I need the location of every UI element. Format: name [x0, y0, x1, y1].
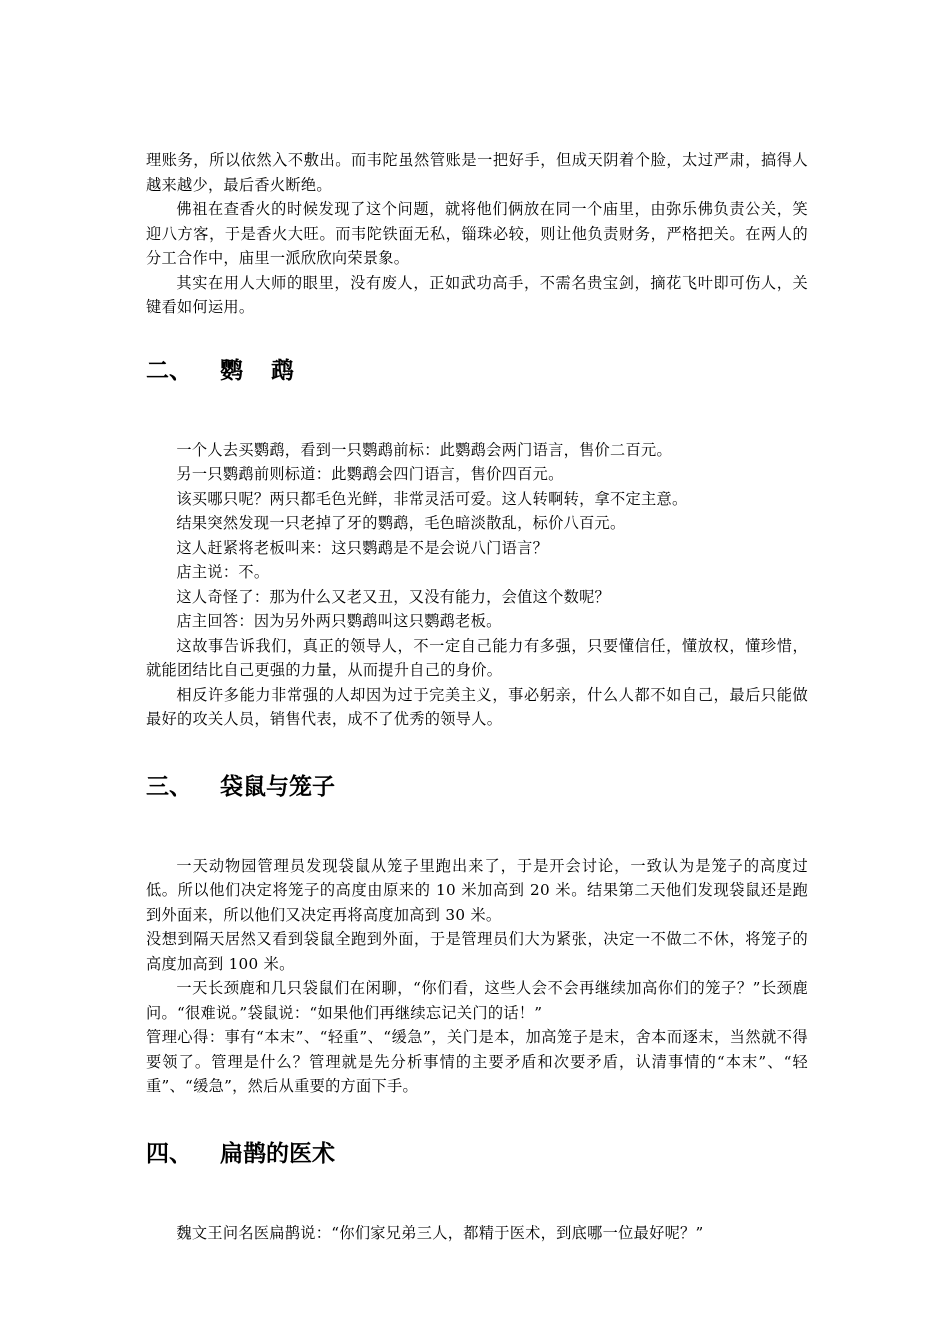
- section-2-paragraph-4: 结果突然发现一只老掉了牙的鹦鹉，毛色暗淡散乱，标价八百元。: [176, 514, 626, 532]
- section-3-paragraph-4: 管理心得：事有“本末”、“轻重”、“缓急”，关门是本，加高笼子是末，舍本而逐末，当然就不得要领了。管理是什么？管理就是先分析事情的主要矛盾和次要矛盾，认清事情的“本末”、“轻重”、“缓急”，然后从重要的方面下手。: [146, 1028, 808, 1095]
- section-2-number: 二、: [146, 357, 192, 384]
- section-1-paragraph-2: 佛祖在查香火的时候发现了这个问题，就将他们俩放在同一个庙里，由弥乐佛负责公关，笑迎八方客，于是香火大旺。而韦陀铁面无私，锱珠必较，则让他负责财务，严格把关。在两人的分工合作中，庙里一派欣欣向荣景象。: [146, 200, 808, 267]
- section-3-number: 三、: [146, 773, 192, 800]
- section-2-paragraph-9: 这故事告诉我们，真正的领导人，不一定自己能力有多强，只要懂信任，懂放权，懂珍惜，就能团结比自己更强的力量，从而提升自己的身价。: [146, 636, 808, 679]
- section-2-paragraph-10: 相反许多能力非常强的人却因为过于完美主义，事必躬亲，什么人都不如自己，最后只能做最好的攻关人员，销售代表，成不了优秀的领导人。: [146, 685, 808, 728]
- section-3-body: [146, 854, 808, 1099]
- section-2-paragraph-1: 一个人去买鹦鹉，看到一只鹦鹉前标：此鹦鹉会两门语言，售价二百元。: [176, 440, 672, 459]
- section-1-paragraph-3: 其实在用人大师的眼里，没有废人，正如武功高手，不需名贵宝剑，摘花飞叶即可伤人，关键看如何运用。: [146, 273, 808, 316]
- section-2-title: 鹦鹉: [220, 357, 322, 384]
- section-2-paragraph-6: 店主说：不。: [176, 563, 270, 581]
- section-4-number: 四、: [146, 1140, 192, 1167]
- section-4-paragraph-1: 魏文王问名医扁鹊说：“你们家兄弟三人，都精于医术，到底哪一位最好呢？”: [176, 1223, 704, 1242]
- section-3-heading: [146, 772, 808, 802]
- section-3-paragraph-2: 没想到隔天居然又看到袋鼠全跑到外面，于是管理员们大为紧张，决定一不做二不休，将笼子的高度加高到 100 米。: [146, 930, 808, 973]
- section-2-paragraph-7: 这人奇怪了：那为什么又老又丑，又没有能力，会值这个数呢？: [176, 587, 611, 606]
- section-2-paragraph-3: 该买哪只呢？两只都毛色光鲜，非常灵活可爱。这人转啊转，拿不定主意。: [176, 489, 688, 508]
- section-2-body: [146, 438, 808, 732]
- section-2-heading: [146, 356, 808, 386]
- section-1-paragraph-1: 理账务，所以依然入不敷出。而韦陀虽然管账是一把好手，但成天阴着个脸，太过严肃，搞得人越来越少，最后香火断绝。: [146, 151, 808, 194]
- section-4-body: [146, 1221, 808, 1246]
- section-2-paragraph-2: 另一只鹦鹉前则标道：此鹦鹉会四门语言，售价四百元。: [176, 465, 564, 483]
- section-2-paragraph-8: 店主回答：因为另外两只鹦鹉叫这只鹦鹉老板。: [176, 612, 502, 630]
- section-4-title: 扁鹊的医术: [220, 1140, 335, 1167]
- section-2-paragraph-5: 这人赶紧将老板叫来：这只鹦鹉是不是会说八门语言？: [176, 538, 549, 557]
- section-3-paragraph-3: 一天长颈鹿和几只袋鼠们在闲聊，“你们看，这些人会不会再继续加高你们的笼子？”长颈鹿问。“很难说。”袋鼠说：“如果他们再继续忘记关门的话！”: [146, 979, 808, 1022]
- document-content: [146, 148, 808, 1245]
- section-1-body: [146, 148, 808, 320]
- section-3-title: 袋鼠与笼子: [220, 773, 335, 800]
- section-4-heading: [146, 1139, 808, 1169]
- section-3-paragraph-1: 一天动物园管理员发现袋鼠从笼子里跑出来了，于是开会讨论，一致认为是笼子的高度过低。所以他们决定将笼子的高度由原来的 10 米加高到 20 米。结果第二天他们发现袋鼠还是跑到外面来，所以他们又决定再将高度加高到 30 米。: [146, 856, 808, 924]
